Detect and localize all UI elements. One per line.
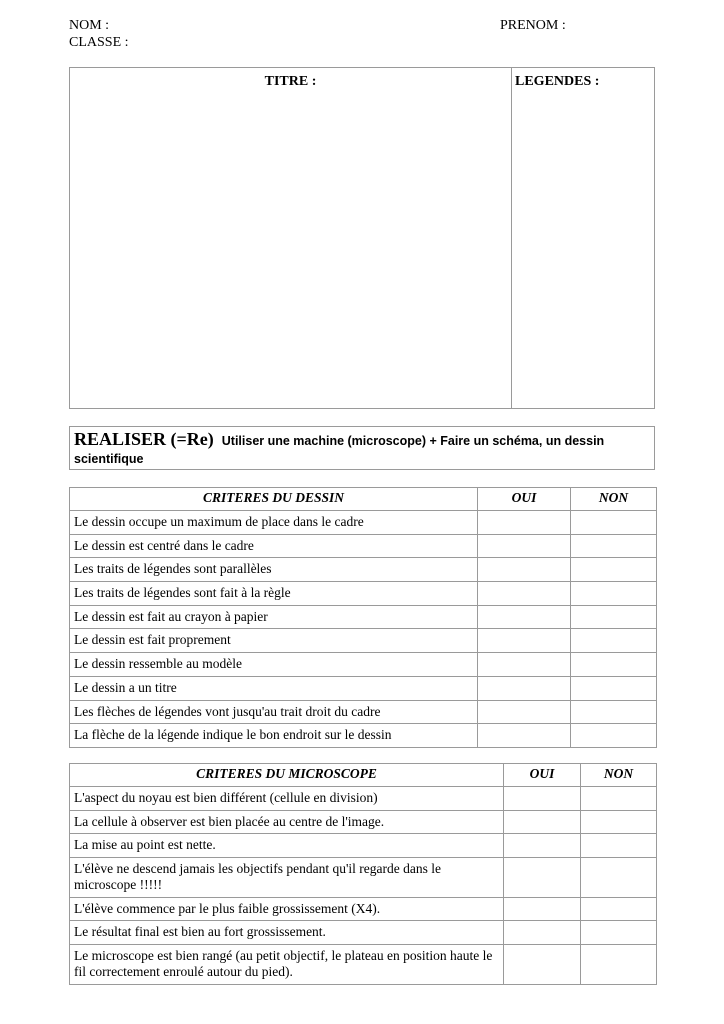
non-cell[interactable] <box>581 810 657 834</box>
oui-cell[interactable] <box>478 534 571 558</box>
oui-cell[interactable] <box>504 897 581 921</box>
column-header-non: NON <box>581 764 657 787</box>
microscope-criteria-table <box>69 763 657 985</box>
titre-label: TITRE : <box>264 74 317 89</box>
non-cell[interactable] <box>571 676 657 700</box>
oui-cell[interactable] <box>504 787 581 811</box>
oui-cell[interactable] <box>478 676 571 700</box>
oui-cell[interactable] <box>504 944 581 984</box>
non-cell[interactable] <box>581 787 657 811</box>
column-header-criteria: CRITERES DU DESSIN <box>70 488 478 511</box>
realiser-box <box>69 426 655 470</box>
column-header-oui: OUI <box>478 488 571 511</box>
non-cell[interactable] <box>571 511 657 535</box>
table-row <box>70 676 657 700</box>
classe-label: CLASSE : <box>69 35 129 50</box>
oui-cell[interactable] <box>478 511 571 535</box>
table-row <box>70 944 657 984</box>
table-row <box>70 857 657 897</box>
criterion-text: Le résultat final est bien au fort grossissement. <box>70 921 504 945</box>
criterion-text: Le dessin est fait proprement <box>70 629 478 653</box>
oui-cell[interactable] <box>504 921 581 945</box>
non-cell[interactable] <box>571 700 657 724</box>
non-cell[interactable] <box>571 653 657 677</box>
column-header-non: NON <box>571 488 657 511</box>
table-row <box>70 810 657 834</box>
drawing-frame-divider <box>511 68 512 408</box>
column-header-criteria: CRITERES DU MICROSCOPE <box>70 764 504 787</box>
table-row <box>70 834 657 858</box>
criterion-text: Le dessin ressemble au modèle <box>70 653 478 677</box>
criterion-text: Le microscope est bien rangé (au petit objectif, le plateau en position haute le fil correctement enroulé autour du pied). <box>70 944 504 984</box>
non-cell[interactable] <box>581 921 657 945</box>
non-cell[interactable] <box>581 944 657 984</box>
non-cell[interactable] <box>571 534 657 558</box>
realiser-subtitle: Utiliser une machine (microscope) + Faire un schéma, un dessin scientifique <box>74 434 605 466</box>
table-row <box>70 582 657 606</box>
criterion-text: Le dessin est fait au crayon à papier <box>70 605 478 629</box>
criterion-text: Les flèches de légendes vont jusqu'au trait droit du cadre <box>70 700 478 724</box>
table-header-row <box>70 764 657 787</box>
oui-cell[interactable] <box>504 857 581 897</box>
table-row <box>70 558 657 582</box>
dessin-criteria-table <box>69 487 657 748</box>
non-cell[interactable] <box>581 857 657 897</box>
oui-cell[interactable] <box>478 558 571 582</box>
legendes-label: LEGENDES : <box>515 74 600 89</box>
criterion-text: L'aspect du noyau est bien différent (cellule en division) <box>70 787 504 811</box>
table-header-row <box>70 488 657 511</box>
table-row <box>70 605 657 629</box>
table-row <box>70 511 657 535</box>
criterion-text: L'élève ne descend jamais les objectifs pendant qu'il regarde dans le microscope !!!!! <box>70 857 504 897</box>
criterion-text: Le dessin est centré dans le cadre <box>70 534 478 558</box>
oui-cell[interactable] <box>478 724 571 748</box>
criterion-text: La mise au point est nette. <box>70 834 504 858</box>
oui-cell[interactable] <box>504 834 581 858</box>
table-row <box>70 700 657 724</box>
column-header-oui: OUI <box>504 764 581 787</box>
table-row <box>70 653 657 677</box>
table-row <box>70 724 657 748</box>
non-cell[interactable] <box>571 629 657 653</box>
criterion-text: L'élève commence par le plus faible grossissement (X4). <box>70 897 504 921</box>
table-row <box>70 534 657 558</box>
criterion-text: Le dessin occupe un maximum de place dans le cadre <box>70 511 478 535</box>
realiser-title: REALISER (=Re) <box>74 429 214 449</box>
non-cell[interactable] <box>571 724 657 748</box>
drawing-frame <box>69 67 655 409</box>
oui-cell[interactable] <box>478 629 571 653</box>
nom-label: NOM : <box>69 18 110 33</box>
criterion-text: Le dessin a un titre <box>70 676 478 700</box>
oui-cell[interactable] <box>478 653 571 677</box>
criterion-text: La cellule à observer est bien placée au centre de l'image. <box>70 810 504 834</box>
non-cell[interactable] <box>581 834 657 858</box>
non-cell[interactable] <box>571 582 657 606</box>
oui-cell[interactable] <box>504 810 581 834</box>
table-row <box>70 787 657 811</box>
non-cell[interactable] <box>571 558 657 582</box>
table-row <box>70 921 657 945</box>
prenom-label: PRENOM : <box>500 18 566 33</box>
non-cell[interactable] <box>571 605 657 629</box>
table-row <box>70 897 657 921</box>
oui-cell[interactable] <box>478 582 571 606</box>
table-row <box>70 629 657 653</box>
criterion-text: La flèche de la légende indique le bon endroit sur le dessin <box>70 724 478 748</box>
oui-cell[interactable] <box>478 700 571 724</box>
oui-cell[interactable] <box>478 605 571 629</box>
criterion-text: Les traits de légendes sont fait à la règle <box>70 582 478 606</box>
criterion-text: Les traits de légendes sont parallèles <box>70 558 478 582</box>
non-cell[interactable] <box>581 897 657 921</box>
